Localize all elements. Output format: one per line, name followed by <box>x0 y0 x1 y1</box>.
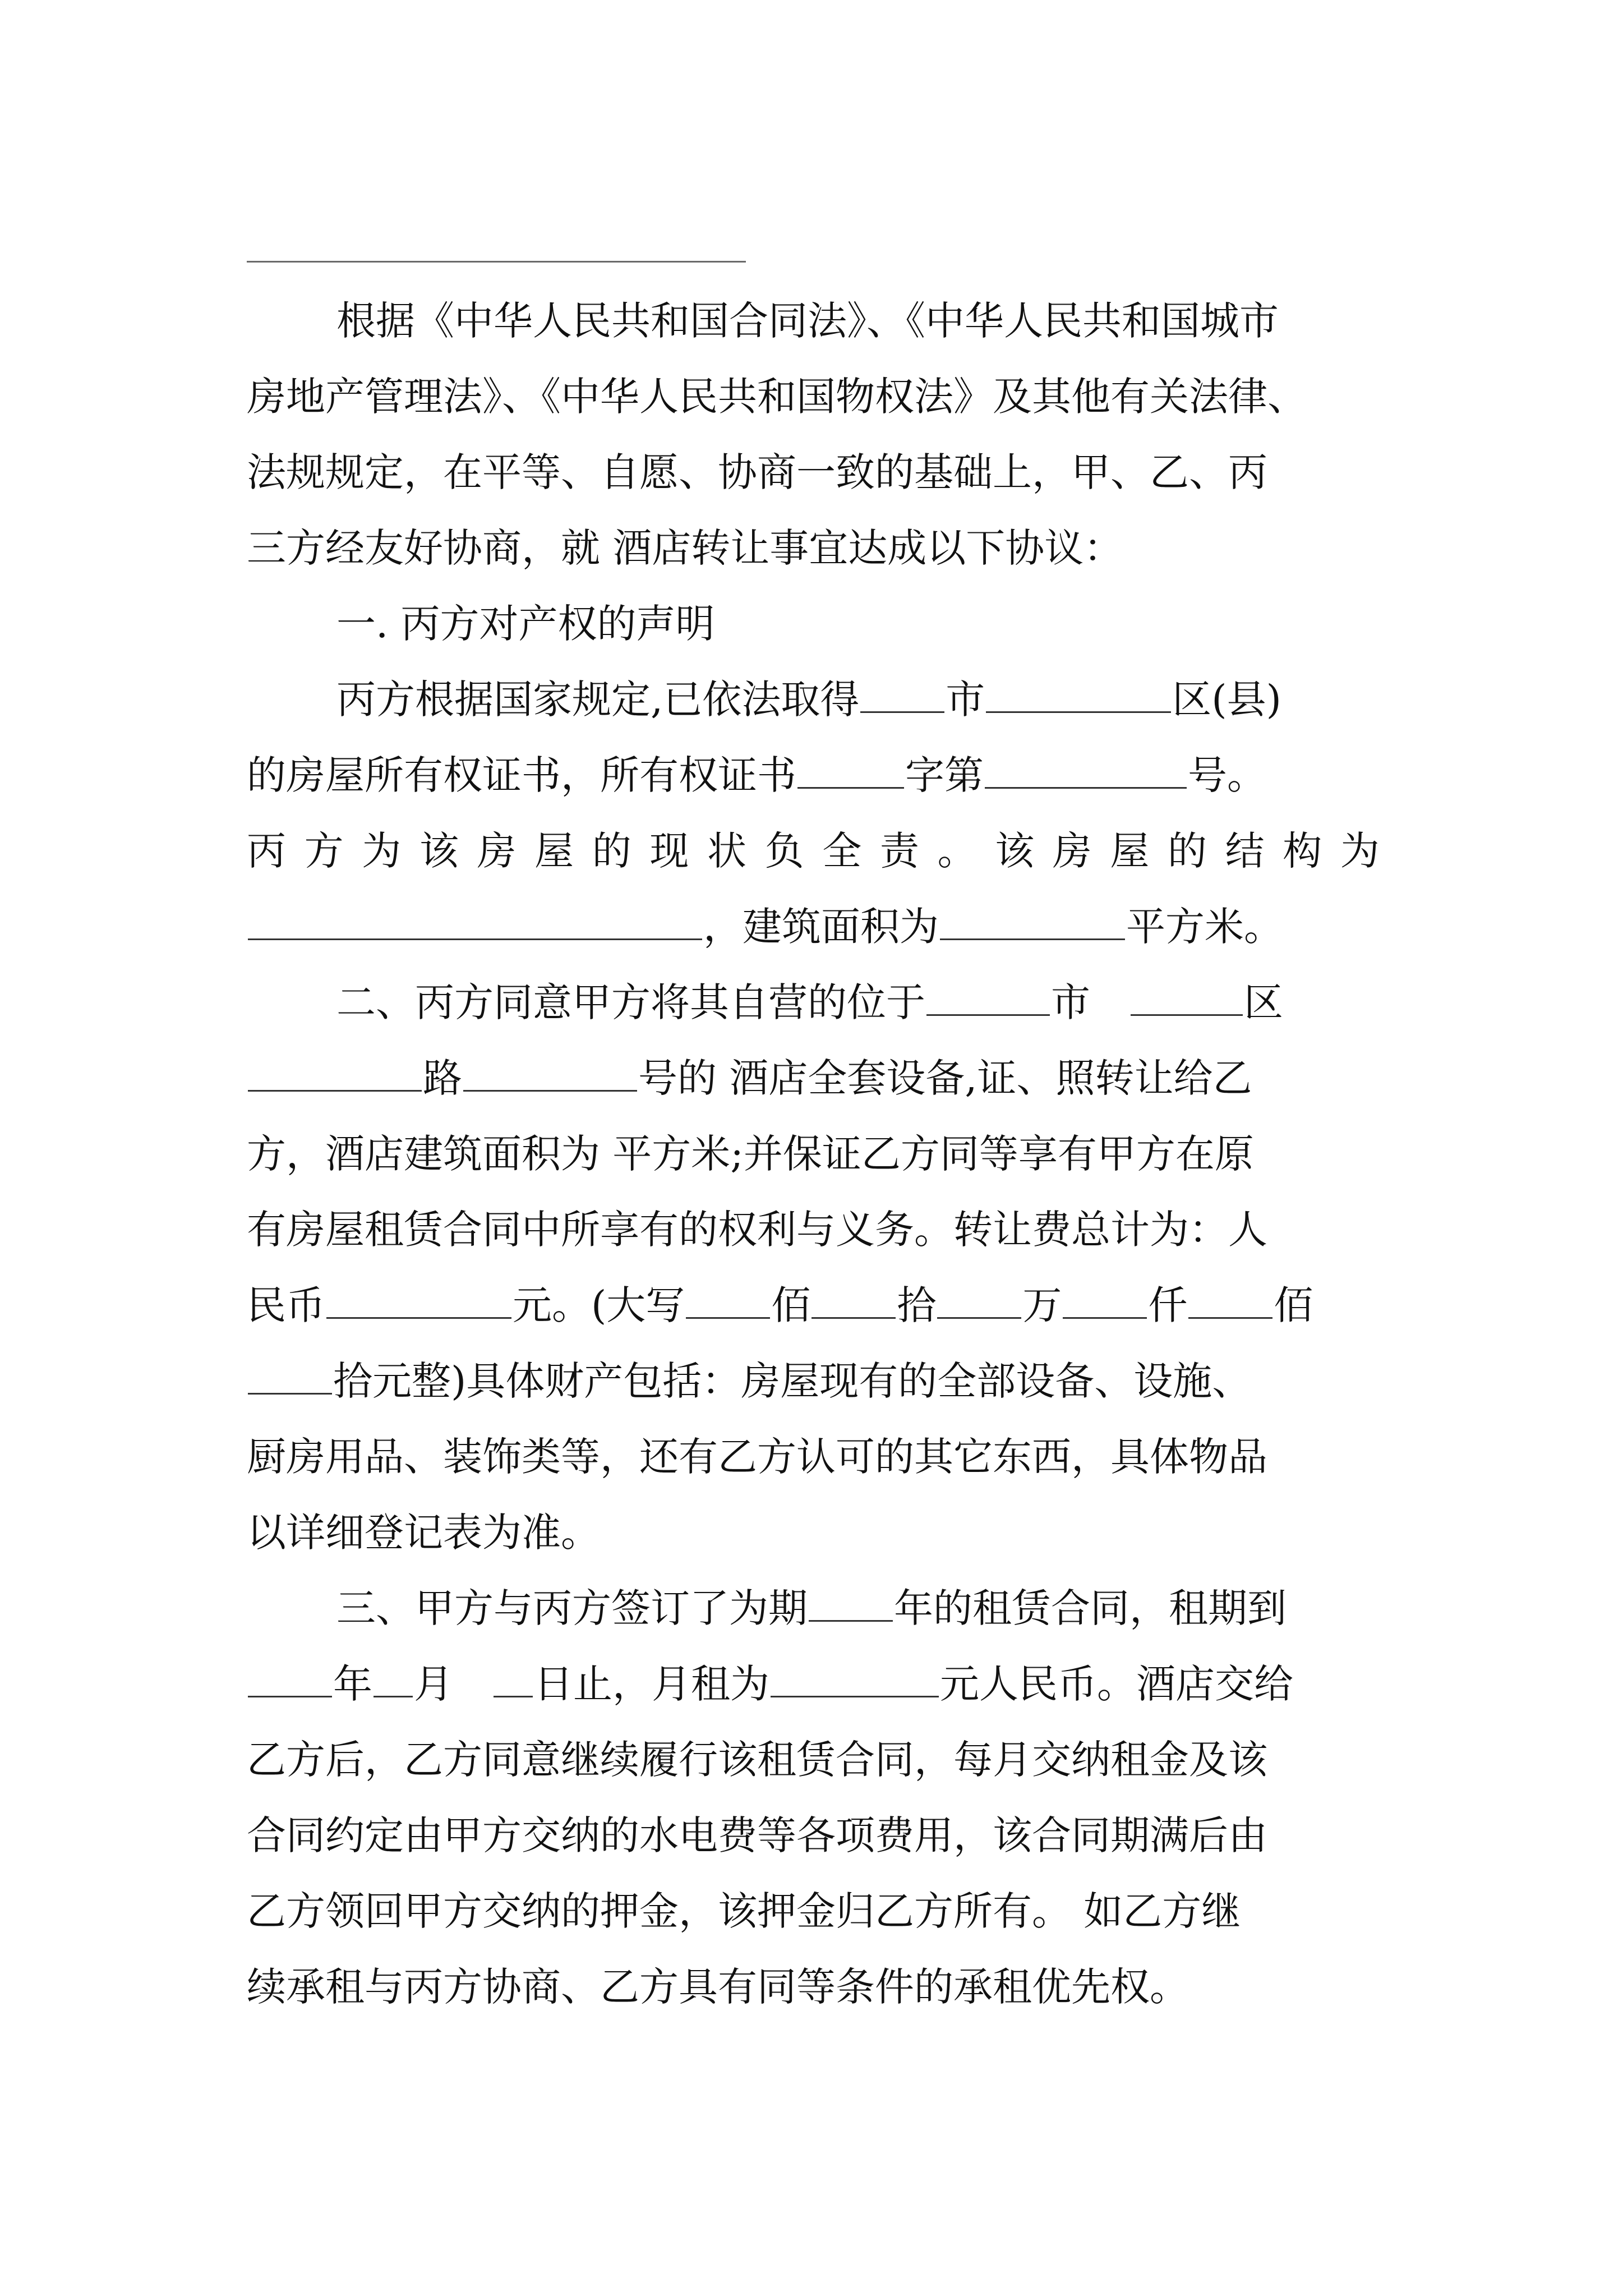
blank-field <box>248 1358 332 1395</box>
text-segment: 拾元整)具体财产包括：房屋现有的全部设备、设施、 <box>333 1358 1252 1404</box>
text-line: 合同约定由甲方交纳的水电费等各项费用，该合同期满后由 <box>247 1812 1267 1858</box>
text-line: 三方经友好协商，就 酒店转让事宜达成以下协议： <box>247 525 1123 571</box>
justified-line <box>247 813 1380 889</box>
blank-field <box>326 1282 511 1319</box>
text-segment: 二、丙方同意甲方将其自营的位于 <box>336 979 925 1025</box>
text-line <box>247 662 1380 738</box>
blank-field <box>248 1055 422 1092</box>
char: 该 <box>419 828 459 874</box>
text-segment: 丙方根据国家规定,已依法取得 <box>336 677 860 723</box>
char: 屋 <box>1110 828 1150 874</box>
blank-field <box>985 752 1187 789</box>
text-segment: 佰 <box>771 1282 811 1328</box>
text-line <box>247 965 1380 1041</box>
text-segment: 区 <box>1244 979 1283 1025</box>
text-line: 厨房用品、装饰类等，还有乙方认可的其它东西，具体物品 <box>247 1434 1267 1480</box>
text-segment: 市 <box>946 677 985 723</box>
char: 现 <box>649 828 689 874</box>
text-line: 房地产管理法》、《中华人民共和国物权法》及其他有关法律、 <box>247 374 1307 420</box>
text-segment: 路 <box>423 1055 462 1101</box>
blank-field <box>860 677 944 713</box>
text-line: 有房屋租赁合同中所享有的权利与义务。转让费总计为：人 <box>247 1207 1267 1253</box>
blank-field <box>494 1661 533 1697</box>
text-segment: 区(县) <box>1172 677 1281 723</box>
section-1 <box>247 586 1380 965</box>
text-segment: ，建筑面积为 <box>703 904 939 950</box>
char: 结 <box>1225 828 1265 874</box>
text-segment: 元人民币。酒店交给 <box>940 1661 1293 1707</box>
char: 的 <box>592 828 631 874</box>
text-segment: 万 <box>1022 1282 1062 1328</box>
blank-field <box>926 979 1050 1016</box>
blank-field <box>809 1585 893 1622</box>
text-segment: 年的租赁合同，租期到 <box>894 1585 1287 1631</box>
text-segment: 的房屋所有权证书，所有权证书 <box>247 752 796 798</box>
text-line <box>247 1571 1380 1646</box>
char: 负 <box>764 828 804 874</box>
preamble-paragraph <box>247 283 1380 586</box>
char: 方 <box>304 828 344 874</box>
text-line <box>247 1343 1380 1419</box>
char: 的 <box>1168 828 1207 874</box>
text-line: 续承租与丙方协商、乙方具有同等条件的承租优先权。 <box>247 1964 1189 2010</box>
section-3 <box>247 1571 1380 2025</box>
text-line: 法规规定，在平等、自愿、协商一致的基础上，甲、乙、丙 <box>247 449 1267 495</box>
char: 。 <box>937 828 977 874</box>
char: 房 <box>477 828 517 874</box>
text-segment: 佰 <box>1274 1282 1313 1328</box>
char: 丙 <box>247 828 286 874</box>
blank-field <box>771 1661 939 1697</box>
blank-field <box>686 1282 770 1319</box>
blank-field <box>797 752 904 789</box>
section-2 <box>247 965 1380 1571</box>
text-line <box>247 738 1380 813</box>
text-line: 以详细登记表为准。 <box>247 1510 600 1556</box>
text-segment: 日止，月租为 <box>534 1661 769 1707</box>
blank-field <box>1131 979 1243 1016</box>
text-segment: 月 <box>414 1661 453 1707</box>
blank-field <box>463 1055 637 1092</box>
blank-field <box>248 1661 332 1697</box>
char: 该 <box>995 828 1035 874</box>
text-line <box>247 1646 1380 1722</box>
blank-field <box>1063 1282 1147 1319</box>
text-segment: 三、甲方与丙方签订了为期 <box>336 1585 808 1631</box>
char: 为 <box>362 828 402 874</box>
blank-field <box>937 1282 1021 1319</box>
text-line <box>247 889 1380 965</box>
text-segment: 年 <box>333 1661 372 1707</box>
char: 屋 <box>534 828 574 874</box>
text-segment: 字第 <box>905 752 984 798</box>
text-line <box>247 1268 1380 1343</box>
text-segment: 号的 酒店全套设备,证、照转让给乙 <box>638 1055 1252 1101</box>
char: 为 <box>1340 828 1380 874</box>
char: 构 <box>1283 828 1322 874</box>
char: 房 <box>1052 828 1092 874</box>
section-1-title: 一. 丙方对产权的声明 <box>336 601 715 647</box>
char: 责 <box>879 828 919 874</box>
char: 全 <box>822 828 862 874</box>
text-segment: 元。(大写 <box>513 1282 685 1328</box>
text-segment: 拾 <box>897 1282 937 1328</box>
document-body <box>247 283 1380 2025</box>
blank-field <box>811 1282 896 1319</box>
blank-field <box>986 677 1171 713</box>
blank-field <box>940 904 1125 940</box>
blank-field <box>248 904 702 940</box>
text-segment: 市 <box>1051 979 1090 1025</box>
text-segment: 号。 <box>1188 752 1266 798</box>
header-rule <box>247 261 746 263</box>
text-segment: 仟 <box>1148 1282 1188 1328</box>
text-segment: 民币 <box>247 1282 325 1328</box>
blank-field <box>374 1661 413 1697</box>
text-line: 乙方领回甲方交纳的押金，该押金归乙方所有。 如乙方继 <box>247 1888 1241 1934</box>
char: 状 <box>707 828 746 874</box>
text-line: 方，酒店建筑面积为 平方米;并保证乙方同等享有甲方在原 <box>247 1131 1254 1177</box>
text-line: 根据《中华人民共和国合同法》、《中华人民共和国城市 <box>336 298 1279 344</box>
blank-field <box>1188 1282 1272 1319</box>
text-line <box>247 1041 1380 1116</box>
text-segment: 平方米。 <box>1126 904 1283 950</box>
text-line: 乙方后，乙方同意继续履行该租赁合同，每月交纳租金及该 <box>247 1737 1267 1783</box>
